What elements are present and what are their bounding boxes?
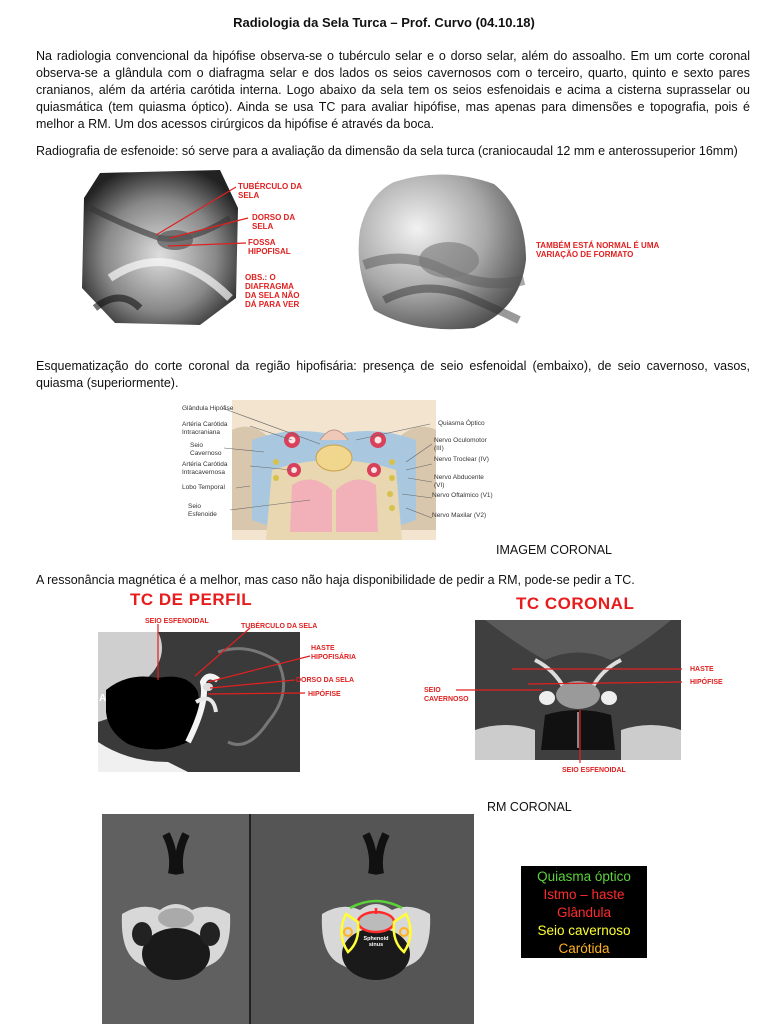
diagram-label-quiasma: Quiasma Óptico <box>438 420 485 427</box>
esquema-paragraph: Esquematização do corte coronal da região hipofisária: presença de seio esfenoidal (embaixo), de seio cavernoso, vasos, quiasma (superiormente). <box>36 359 750 390</box>
diagram-label-oculomotor: Nervo Oculomotor (III) <box>434 437 487 452</box>
diagram-label-seio-esfenoide: Seio Esfenoide <box>188 503 217 518</box>
diagram-label-lobo-temporal: Lobo Temporal <box>182 484 225 491</box>
diagram-label-oftalmico: Nervo Oftalmico (V1) <box>432 492 493 499</box>
tc-perfil-label-haste: HASTE HIPOFISÁRIA <box>311 645 357 661</box>
tc-coronal-label-hipofise: HIPÓFISE <box>690 679 723 686</box>
ressonancia-paragraph: A ressonância magnética é a melhor, mas caso não haja disponibilidade de pedir a RM, pode-se pedir a TC. <box>36 573 635 587</box>
tc-perfil-corner-letter: A <box>99 693 107 704</box>
xray-label-fossa: FOSSA HIPOFISAL <box>248 238 291 256</box>
diagram-label-carotida-intracavernosa: Artéria Carótida Intracavernosa <box>182 461 228 476</box>
xray-label-tuberculo: TUBÉRCULO DA SELA <box>238 182 302 200</box>
diagram-label-seio-cavernoso: Seio Cavernoso <box>190 442 222 457</box>
page-title: Radiologia da Sela Turca – Prof. Curvo (04.10.18) <box>233 15 535 30</box>
tc-coronal-pointers <box>420 660 690 770</box>
diagram-label-troclear: Nervo Troclear (IV) <box>434 456 489 463</box>
diagram-caption: IMAGEM CORONAL <box>496 543 612 557</box>
tc-perfil-label-seio: SEIO ESFENOIDAL <box>145 618 209 625</box>
xray-variant-image <box>354 170 530 332</box>
tc-perfil-label-tuberculo: TUBÉRCULO DA SELA <box>241 623 318 630</box>
diagram-label-maxilar: Nervo Maxilar (V2) <box>432 512 487 519</box>
xray-label-dorso: DORSO DA SELA <box>252 213 295 231</box>
tc-perfil-title: TC DE PERFIL <box>130 590 253 609</box>
tc-perfil-pointers <box>150 620 315 700</box>
tc-coronal-title: TC CORONAL <box>516 594 635 613</box>
tc-perfil-label-dorso: DORSO DA SELA <box>296 677 355 684</box>
tc-perfil-label-hipofise: HIPÓFISE <box>308 691 341 698</box>
radiografia-paragraph: Radiografia de esfenoide: só serve para a avaliação da dimensão da sela turca (craniocaudal 12 mm e anterossuperior 16mm) <box>36 144 738 158</box>
tc-coronal-label-seio-esfenoidal: SEIO ESFENOIDAL <box>562 767 626 774</box>
legend-quiasma: Quiasma óptico <box>537 869 631 884</box>
rm-legend <box>521 866 647 958</box>
rm-coronal-caption: RM CORONAL <box>487 800 572 814</box>
intro-paragraph: Na radiologia convencional da hipófise observa-se o tubérculo selar e o dorso selar, além do assoalho. Em um corte coronal observa-se a glândula com o diafragma selar e dos lados os seios cavernosos com o terceiro, quarto, quinto e sexto pares cranianos, além da artéria carótida interna. Logo abaixo da sela tem os seios esfenoidais e acima a cisterna suprasselar ou quiasmática (tem quiasma óptico). Ainda se usa TC para avaliar hipófise, mas apenas para dimensões e topografia, pois é melhor a RM. Um dos acessos cirúrgicos da hipófise é através da boca. <box>36 49 750 131</box>
tc-coronal-label-haste: HASTE <box>690 666 714 673</box>
legend-istmo: Istmo – haste <box>543 887 625 902</box>
legend-seio-cavernoso: Seio cavernoso <box>537 923 631 938</box>
diagram-label-glandula: Glândula Hipófise <box>182 405 234 412</box>
xray-right-label: TAMBÉM ESTÁ NORMAL É UMA VARIAÇÃO DE FORMATO <box>536 241 659 259</box>
legend-glandula: Glândula <box>556 905 612 920</box>
diagram-label-abducente: Nervo Abducente (VI) <box>434 474 484 489</box>
legend-carotida: Carótida <box>558 941 610 956</box>
diagram-label-carotida-intracraniana: Artéria Carótida Intracraniana <box>182 421 228 436</box>
rm-sphenoid-label: Sphenoid sinus <box>363 936 389 948</box>
rm-coronal-image <box>102 814 474 1024</box>
xray-label-obs: OBS.: O DIAFRAGMA DA SELA NÃO DÁ PARA VER <box>245 273 300 309</box>
tc-coronal-label-seio-cavernoso: SEIO CAVERNOSO <box>424 687 469 703</box>
